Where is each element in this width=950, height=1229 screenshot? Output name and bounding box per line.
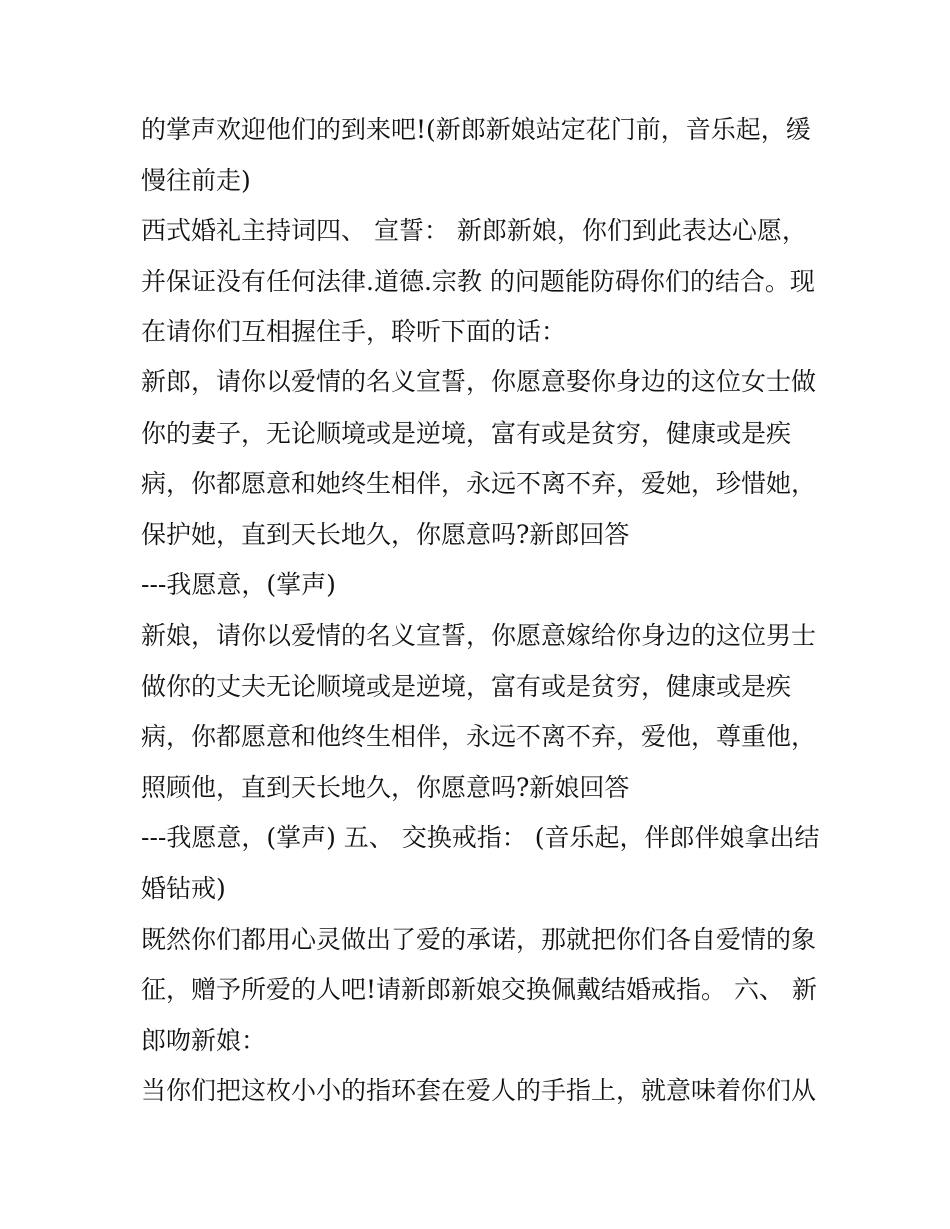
text-line: ---我愿意，(掌声) bbox=[141, 570, 336, 599]
text-line: 既然你们都用心灵做出了爱的承诺，那就把你们各自爱情的象 bbox=[141, 925, 817, 954]
text-line: 的掌声欢迎他们的到来吧!(新郎新娘站定花门前，音乐起，缓 bbox=[141, 115, 811, 144]
text-line: 做你的丈夫无论顺境或是逆境，富有或是贫穷，健康或是疾 bbox=[141, 672, 792, 701]
text-line: 照顾他，直到天长地久，你愿意吗?新娘回答 bbox=[141, 773, 630, 802]
text-line: 病，你都愿意和她终生相伴，永远不离不弃，爱她，珍惜她， bbox=[141, 469, 817, 498]
text-line: 慢往前走) bbox=[141, 166, 251, 195]
text-line: 当你们把这枚小小的指环套在爱人的手指上，就意味着你们从 bbox=[141, 1076, 817, 1105]
text-line: 病，你都愿意和他终生相伴，永远不离不弃，爱他，尊重他， bbox=[141, 722, 817, 751]
text-line: 并保证没有任何法律.道德.宗教 的问题能防碍你们的结合。现 bbox=[141, 267, 815, 296]
text-line: 郎吻新娘： bbox=[141, 1026, 267, 1055]
text-line: 新娘，请你以爱情的名义宣誓，你愿意嫁给你身边的这位男士 bbox=[141, 621, 817, 650]
text-line: 婚钻戒) bbox=[141, 874, 226, 903]
text-line: 保护她，直到天长地久，你愿意吗?新郎回答 bbox=[141, 520, 630, 549]
text-line: ---我愿意，(掌声) 五、 交换戒指： (音乐起，伴郎伴娘拿出结 bbox=[141, 823, 820, 852]
text-line: 在请你们互相握住手，聆听下面的话： bbox=[141, 317, 567, 346]
text-line: 征，赠予所爱的人吧!请新郎新娘交换佩戴结婚戒指。 六、 新 bbox=[141, 975, 817, 1004]
text-line: 西式婚礼主持词四、 宣誓： 新郎新娘，你们到此表达心愿， bbox=[141, 216, 807, 245]
text-line: 你的妻子，无论顺境或是逆境，富有或是贫穷，健康或是疾 bbox=[141, 419, 792, 448]
text-line: 新郎，请你以爱情的名义宣誓，你愿意娶你身边的这位女士做 bbox=[141, 367, 817, 396]
